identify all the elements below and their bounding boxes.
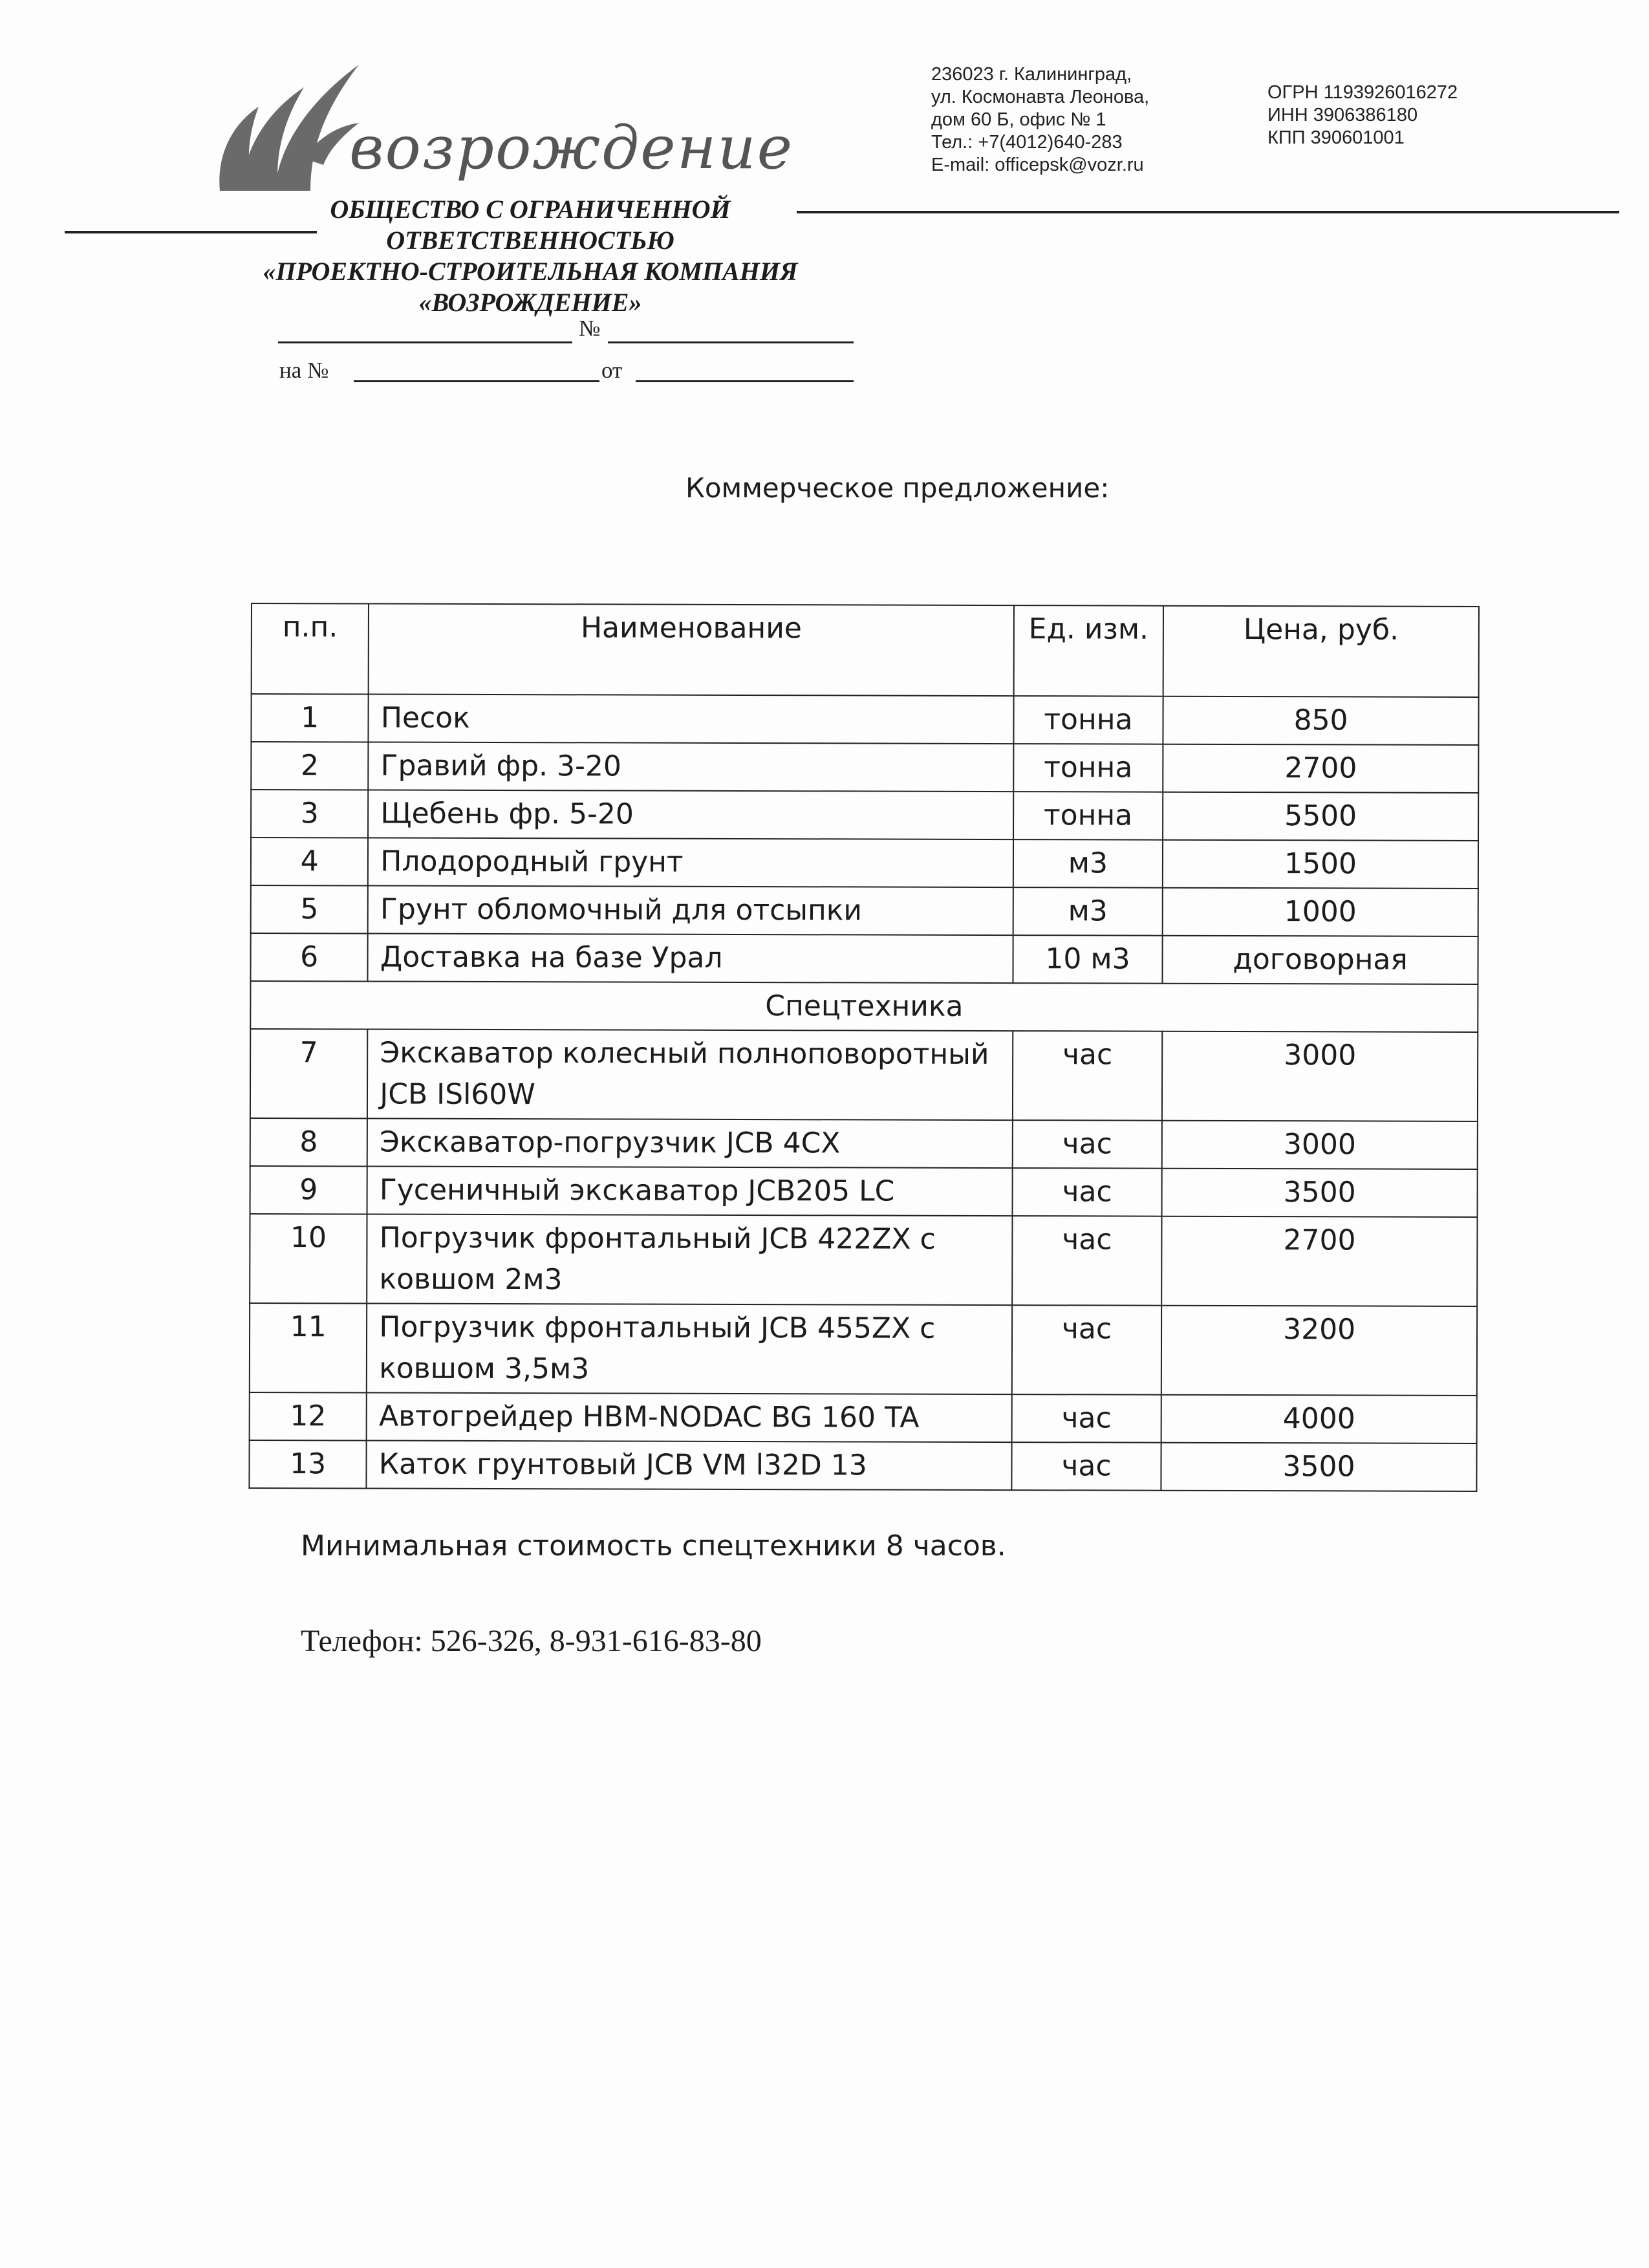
row-unit: 10 м3 (1013, 935, 1163, 984)
table-row (251, 885, 1478, 936)
row-unit: час (1012, 1305, 1162, 1395)
outgoing-number-blank (278, 341, 572, 343)
row-name: Доставка на базе Урал (368, 933, 1013, 983)
table-row (250, 1029, 1478, 1121)
header-unit: Ед. изм. (1013, 605, 1163, 697)
address-line: ул. Космонавта Леонова, (931, 87, 1150, 107)
row-price: 3500 (1162, 1169, 1478, 1217)
row-price: 3500 (1161, 1443, 1477, 1491)
row-name: Плодородный грунт (368, 837, 1013, 887)
row-unit: тонна (1013, 744, 1163, 792)
table-header-row (252, 603, 1479, 697)
outgoing-number-label: № (579, 316, 601, 341)
row-number: 7 (250, 1029, 368, 1118)
row-name: Экскаватор колесный полноповоротный JCB ISl60W (367, 1029, 1013, 1120)
header-price: Цена, руб. (1163, 606, 1479, 697)
kpp: КПП 390601001 (1267, 127, 1405, 148)
row-price: договорная (1163, 936, 1478, 984)
row-name: Грунт обломочный для отсыпки (368, 885, 1013, 935)
row-name: Каток грунтовый JCB VM l32D 13 (367, 1440, 1012, 1490)
brand-name: возрождение (349, 113, 794, 182)
row-name: Экскаватор-погрузчик JCB 4CX (367, 1118, 1013, 1168)
row-name: Гусеничный экскаватор JCB205 LC (367, 1166, 1013, 1216)
table-row (250, 1303, 1477, 1396)
document-title: Коммерческое предложение: (685, 472, 1110, 504)
table-row (249, 1440, 1476, 1491)
section-heading: Спецтехника (250, 981, 1478, 1032)
outgoing-number-blank (608, 341, 854, 343)
row-unit: тонна (1013, 696, 1163, 744)
address-phone: Тел.: +7(4012)640-283 (931, 132, 1123, 153)
row-name: Гравий фр. 3-20 (369, 742, 1014, 792)
table-row (251, 837, 1478, 889)
row-number: 8 (250, 1118, 368, 1166)
row-price: 4000 (1161, 1395, 1477, 1443)
reply-to-label: на № (279, 358, 329, 383)
row-unit: м3 (1013, 887, 1163, 936)
row-price: 3200 (1161, 1306, 1477, 1396)
ogrn: ОГРН 1193926016272 (1267, 82, 1458, 103)
row-number: 12 (250, 1392, 367, 1440)
row-unit: м3 (1013, 839, 1163, 888)
row-unit: тонна (1013, 792, 1163, 840)
row-number: 13 (249, 1440, 367, 1488)
row-price: 3000 (1162, 1031, 1478, 1121)
company-requisites (1267, 81, 1458, 149)
reply-date-label: от (601, 358, 623, 383)
address-line: дом 60 Б, офис № 1 (931, 109, 1106, 130)
row-price: 2700 (1161, 1216, 1477, 1306)
row-unit: час (1011, 1442, 1161, 1491)
row-price: 850 (1163, 697, 1479, 745)
row-number: 11 (250, 1303, 367, 1392)
table-row (251, 742, 1478, 793)
row-number: 4 (251, 837, 369, 885)
section-row (250, 981, 1478, 1032)
row-number: 3 (251, 790, 369, 837)
company-full-name (259, 194, 802, 318)
reply-date-blank (636, 380, 854, 382)
row-price: 3000 (1162, 1121, 1478, 1169)
row-number: 1 (251, 694, 369, 742)
table-row (250, 1214, 1477, 1306)
header-name: Наименование (369, 603, 1014, 696)
row-price: 1500 (1163, 840, 1478, 889)
row-unit: час (1013, 1031, 1163, 1121)
reply-to-number-blank (354, 380, 599, 382)
company-name-line: ОБЩЕСТВО С ОГРАНИЧЕННОЙ (330, 195, 731, 224)
row-name: Песок (369, 694, 1014, 744)
row-name: Щебень фр. 5-20 (368, 790, 1013, 839)
row-name: Погрузчик фронтальный JCB 455ZX с ковшом 3,5м3 (367, 1303, 1012, 1394)
price-table (248, 603, 1480, 1492)
row-number: 6 (250, 933, 368, 981)
row-number: 10 (250, 1214, 367, 1303)
minimum-charge-note: Минимальная стоимость спецтехники 8 часов. (301, 1529, 1006, 1562)
row-price: 5500 (1163, 792, 1478, 841)
row-number: 5 (251, 885, 369, 933)
table-row (250, 1392, 1477, 1443)
row-name: Погрузчик фронтальный JCB 422ZX с ковшом 2м3 (367, 1214, 1012, 1305)
address-line: 236023 г. Калининград, (931, 64, 1132, 85)
table-row (250, 1118, 1478, 1169)
table-row (251, 694, 1478, 745)
row-unit: час (1012, 1120, 1162, 1169)
row-unit: час (1012, 1168, 1162, 1216)
address-email: E-mail: officepsk@vozr.ru (931, 155, 1144, 175)
contact-phone: Телефон: 526-326, 8-931-616-83-80 (301, 1624, 762, 1658)
header-number: п.п. (252, 603, 369, 694)
table-row (251, 790, 1478, 841)
table-row (250, 1166, 1478, 1217)
row-number: 2 (251, 742, 369, 790)
company-name-line: ОТВЕТСТВЕННОСТЬЮ (386, 226, 674, 255)
company-name-line: «ПРОЕКТНО-СТРОИТЕЛЬНАЯ КОМПАНИЯ (263, 257, 798, 286)
row-unit: час (1012, 1216, 1162, 1306)
company-logo-icon (213, 61, 362, 194)
table-row (250, 933, 1478, 984)
row-unit: час (1011, 1394, 1161, 1443)
company-address (931, 63, 1149, 177)
row-price: 2700 (1163, 744, 1478, 793)
row-price: 1000 (1163, 888, 1478, 936)
company-name-line: «ВОЗРОЖДЕНИЕ» (418, 288, 642, 317)
inn: ИНН 3906386180 (1267, 105, 1418, 125)
row-name: Автогрейдер HBM-NODAC BG 160 TA (367, 1392, 1012, 1442)
row-number: 9 (250, 1166, 368, 1214)
header-divider-right (797, 211, 1619, 213)
